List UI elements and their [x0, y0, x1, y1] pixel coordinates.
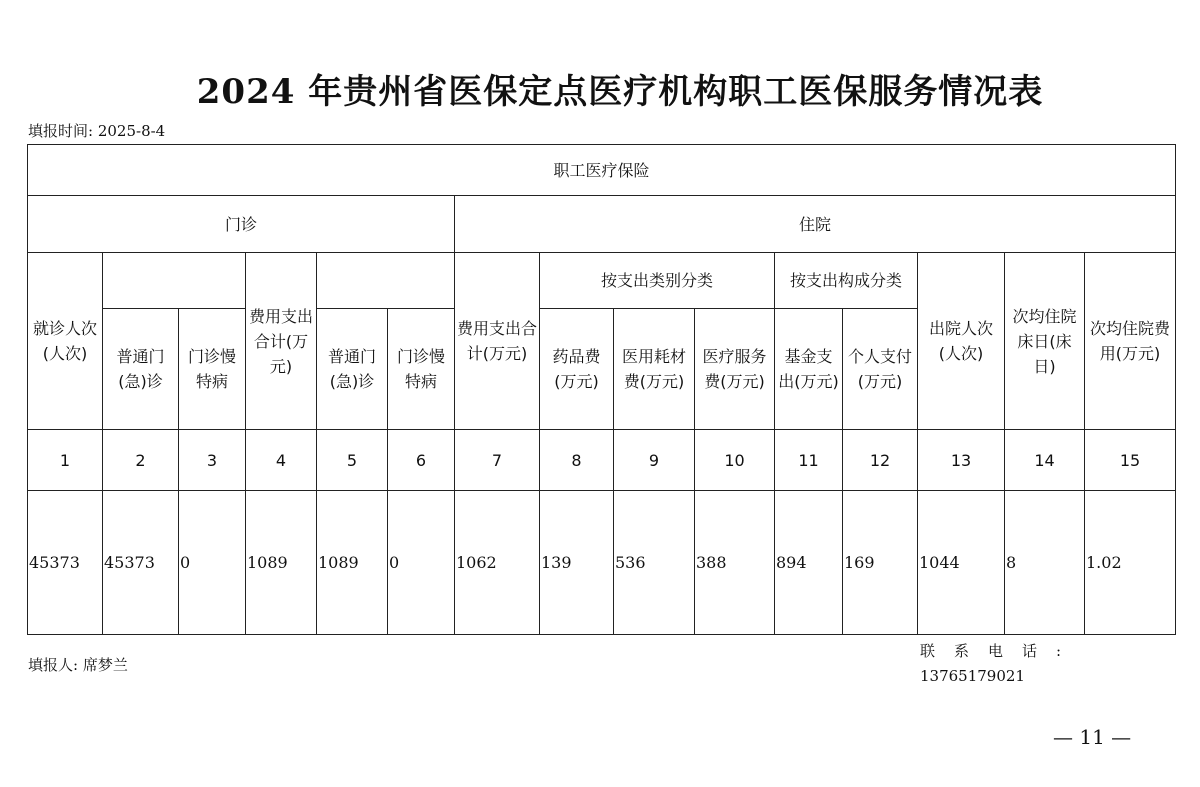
data-cell: 1.02 — [1085, 491, 1176, 635]
page-number: — 11 — — [1053, 725, 1132, 749]
phone-label: 联系电话: — [920, 642, 1081, 660]
column-number: 14 — [1005, 430, 1085, 491]
col-header-12: 个人支付(万元) — [843, 309, 918, 430]
outpatient-header: 门诊 — [28, 196, 455, 253]
col-header-9: 医用耗材费(万元) — [614, 309, 695, 430]
service-table — [27, 144, 1176, 635]
column-number: 4 — [246, 430, 317, 491]
group-header: 职工医疗保险 — [28, 145, 1176, 196]
column-number: 15 — [1085, 430, 1176, 491]
data-cell: 45373 — [103, 491, 179, 635]
col-header-2: 普通门(急)诊 — [103, 309, 179, 430]
column-number: 6 — [388, 430, 455, 491]
column-number: 11 — [775, 430, 843, 491]
col-header-14: 次均住院床日(床日) — [1005, 253, 1085, 430]
column-number: 3 — [179, 430, 246, 491]
column-number: 2 — [103, 430, 179, 491]
data-cell: 169 — [843, 491, 918, 635]
column-number: 12 — [843, 430, 918, 491]
data-cell: 0 — [388, 491, 455, 635]
data-cell: 894 — [775, 491, 843, 635]
expense-composition-header: 按支出构成分类 — [775, 253, 918, 309]
column-number: 10 — [695, 430, 775, 491]
col-header-6: 门诊慢特病 — [388, 309, 455, 430]
col-header-13: 出院人次(人次) — [918, 253, 1005, 430]
col-header-1: 就诊人次(人次) — [28, 253, 103, 430]
col-header-10: 医疗服务费(万元) — [695, 309, 775, 430]
column-number: 8 — [540, 430, 614, 491]
fill-time: 填报时间: 2025-8-4 — [28, 122, 166, 140]
data-cell: 536 — [614, 491, 695, 635]
data-cell: 1089 — [317, 491, 388, 635]
blank-header-cell — [103, 253, 246, 309]
column-number: 9 — [614, 430, 695, 491]
data-cell: 45373 — [28, 491, 103, 635]
col-header-3: 门诊慢特病 — [179, 309, 246, 430]
column-number: 13 — [918, 430, 1005, 491]
data-cell: 0 — [179, 491, 246, 635]
expense-category-header: 按支出类别分类 — [540, 253, 775, 309]
column-number: 1 — [28, 430, 103, 491]
col-header-11: 基金支出(万元) — [775, 309, 843, 430]
col-header-15: 次均住院费用(万元) — [1085, 253, 1176, 430]
data-cell: 1044 — [918, 491, 1005, 635]
col-header-7: 费用支出合计(万元) — [455, 253, 540, 430]
data-cell: 8 — [1005, 491, 1085, 635]
column-number: 7 — [455, 430, 540, 491]
data-cell: 1089 — [246, 491, 317, 635]
data-cell: 388 — [695, 491, 775, 635]
col-header-5: 普通门(急)诊 — [317, 309, 388, 430]
document-title: 2024 年贵州省医保定点医疗机构职工医保服务情况表 — [196, 72, 1044, 112]
phone-number: 13765179021 — [920, 667, 1025, 685]
data-cell: 1062 — [455, 491, 540, 635]
blank-header-cell — [317, 253, 455, 309]
inpatient-header: 住院 — [455, 196, 1176, 253]
reporter: 填报人: 席梦兰 — [28, 656, 128, 674]
column-number: 5 — [317, 430, 388, 491]
col-header-4: 费用支出合计(万元) — [246, 253, 317, 430]
col-header-8: 药品费(万元) — [540, 309, 614, 430]
data-cell: 139 — [540, 491, 614, 635]
